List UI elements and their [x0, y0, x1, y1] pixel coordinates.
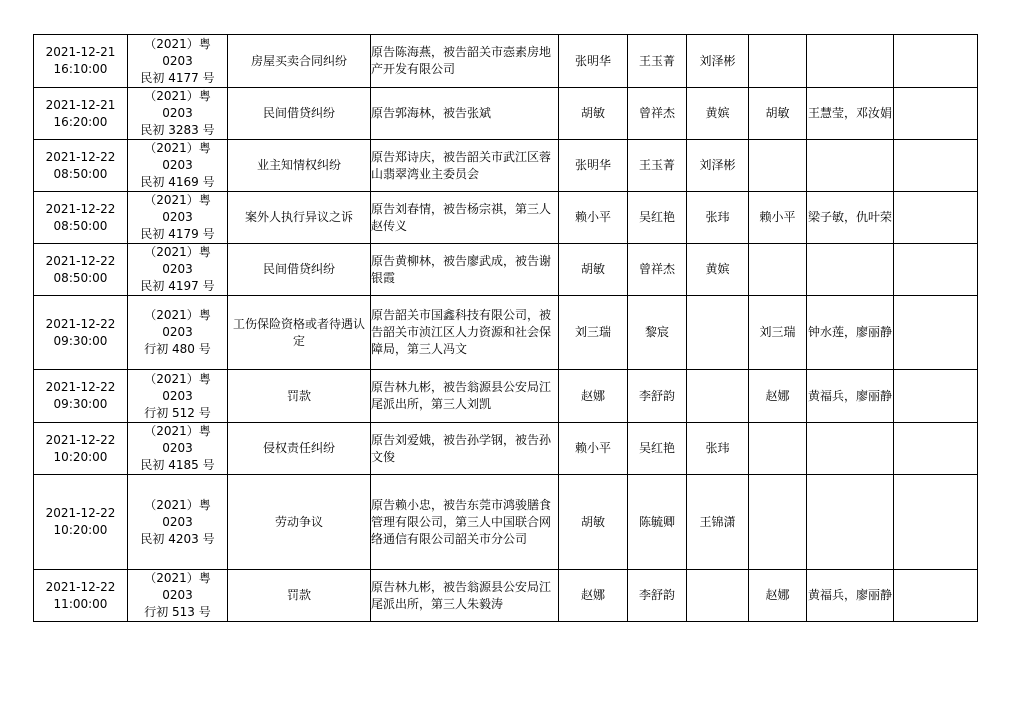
- parties: 原告赖小忠，被告东莞市鸿骏膳食管理有限公司，第三人中国联合网络通信有限公司韶关市分公司: [371, 475, 559, 570]
- empty-cell: [894, 570, 978, 622]
- case-number-line: （2021）粤 0203: [144, 89, 211, 120]
- panel-member: 李舒韵: [628, 370, 687, 423]
- empty-cell: [894, 88, 978, 140]
- case-number: [128, 570, 228, 622]
- presiding-judge: 张明华: [559, 35, 628, 88]
- parties: 原告郑诗庆，被告韶关市武江区蓉山翡翠湾业主委员会: [371, 140, 559, 192]
- case-number-line: （2021）粤 0203: [144, 497, 211, 529]
- panel-member: 李舒韵: [628, 570, 687, 622]
- table-row: [34, 244, 978, 296]
- empty-cell: [894, 192, 978, 244]
- case-number: [128, 35, 228, 88]
- case-number-line: （2021）粤 0203: [144, 36, 211, 68]
- hearing-time-line: 08:50:00: [53, 166, 108, 181]
- extra-judge: 赵娜: [749, 570, 807, 622]
- hearing-time-line: 09:30:00: [53, 333, 108, 348]
- table-row: [34, 570, 978, 622]
- panel-member: 王玉菁: [628, 140, 687, 192]
- hearing-time-line: 2021-12-22: [45, 380, 116, 394]
- case-number-line: （2021）粤 0203: [144, 193, 211, 224]
- case-number-line: 民初 4177 号: [140, 70, 215, 85]
- case-cause: 侵权责任纠纷: [228, 423, 371, 475]
- jurors: 梁子敏，仇叶荣: [807, 192, 894, 244]
- jurors: [807, 140, 894, 192]
- case-number: [128, 244, 228, 296]
- clerk: 黄嫔: [687, 88, 749, 140]
- clerk: 刘泽彬: [687, 140, 749, 192]
- hearing-time-line: 2021-12-22: [45, 432, 116, 447]
- case-cause: 民间借贷纠纷: [228, 88, 371, 140]
- presiding-judge: 赖小平: [559, 423, 628, 475]
- case-number-line: （2021）粤 0203: [144, 308, 211, 339]
- hearing-time: [34, 475, 128, 570]
- parties: 原告刘爱娥，被告孙学钢，被告孙文俊: [371, 423, 559, 475]
- table-row: [34, 192, 978, 244]
- case-number-line: （2021）粤 0203: [144, 141, 211, 172]
- clerk: 刘泽彬: [687, 35, 749, 88]
- presiding-judge: 赵娜: [559, 570, 628, 622]
- empty-cell: [894, 296, 978, 370]
- case-number-line: 民初 4197 号: [140, 279, 215, 293]
- hearing-time-line: 10:20:00: [53, 523, 108, 537]
- case-number-line: 行初 513 号: [144, 605, 211, 619]
- case-number: [128, 370, 228, 423]
- parties: 原告郭海林，被告张斌: [371, 88, 559, 140]
- hearing-time-line: 2021-12-22: [45, 579, 116, 594]
- parties: 原告刘春情，被告杨宗祺，第三人赵传义: [371, 192, 559, 244]
- jurors: [807, 244, 894, 296]
- case-number: [128, 88, 228, 140]
- empty-cell: [894, 244, 978, 296]
- extra-judge: 刘三瑞: [749, 296, 807, 370]
- table-row: [34, 88, 978, 140]
- case-number: [128, 296, 228, 370]
- presiding-judge: 胡敏: [559, 244, 628, 296]
- case-cause: 罚款: [228, 570, 371, 622]
- hearing-time: [34, 423, 128, 475]
- hearing-time-line: 2021-12-22: [45, 149, 116, 164]
- jurors: [807, 35, 894, 88]
- hearing-time-line: 08:50:00: [53, 270, 108, 285]
- empty-cell: [894, 423, 978, 475]
- case-cause: 业主知情权纠纷: [228, 140, 371, 192]
- table-body: [34, 35, 978, 622]
- hearing-time: [34, 35, 128, 88]
- hearing-time-line: 16:10:00: [53, 62, 108, 76]
- empty-cell: [894, 370, 978, 423]
- presiding-judge: 胡敏: [559, 475, 628, 570]
- extra-judge: 胡敏: [749, 88, 807, 140]
- case-number-line: 民初 4185 号: [140, 458, 215, 472]
- hearing-time: [34, 296, 128, 370]
- case-number-line: （2021）粤 0203: [144, 424, 211, 455]
- jurors: 黄福兵，廖丽静: [807, 370, 894, 423]
- jurors: [807, 475, 894, 570]
- case-cause: 民间借贷纠纷: [228, 244, 371, 296]
- panel-member: 吴红艳: [628, 423, 687, 475]
- hearing-time: [34, 370, 128, 423]
- case-number: [128, 475, 228, 570]
- parties: 原告林九彬，被告翁源县公安局江尾派出所，第三人刘凯: [371, 370, 559, 423]
- clerk: [687, 296, 749, 370]
- hearing-time-line: 10:20:00: [53, 449, 108, 464]
- clerk: 张玮: [687, 423, 749, 475]
- clerk: [687, 370, 749, 423]
- jurors: [807, 423, 894, 475]
- panel-member: 陈毓卿: [628, 475, 687, 570]
- case-cause: 劳动争议: [228, 475, 371, 570]
- jurors: 王慧莹，邓汝娟: [807, 88, 894, 140]
- case-number-line: 民初 4179 号: [140, 227, 215, 241]
- hearing-time-line: 2021-12-22: [45, 316, 116, 331]
- case-number-line: 民初 3283 号: [140, 123, 215, 137]
- parties: 原告林九彬，被告翁源县公安局江尾派出所，第三人朱毅涛: [371, 570, 559, 622]
- empty-cell: [894, 35, 978, 88]
- case-cause: 工伤保险资格或者待遇认定: [228, 296, 371, 370]
- hearing-time-line: 2021-12-21: [45, 97, 116, 112]
- presiding-judge: 胡敏: [559, 88, 628, 140]
- case-cause: 案外人执行异议之诉: [228, 192, 371, 244]
- case-number-line: （2021）粤 0203: [144, 245, 211, 276]
- jurors: 黄福兵，廖丽静: [807, 570, 894, 622]
- presiding-judge: 张明华: [559, 140, 628, 192]
- empty-cell: [894, 475, 978, 570]
- hearing-time-line: 2021-12-22: [45, 201, 116, 216]
- extra-judge: 赵娜: [749, 370, 807, 423]
- case-number: [128, 140, 228, 192]
- extra-judge: [749, 423, 807, 475]
- hearing-time: [34, 244, 128, 296]
- panel-member: 曾祥杰: [628, 244, 687, 296]
- extra-judge: [749, 35, 807, 88]
- case-number-line: 行初 512 号: [144, 405, 211, 420]
- table-row: [34, 140, 978, 192]
- case-number-line: （2021）粤 0203: [144, 371, 211, 403]
- panel-member: 王玉菁: [628, 35, 687, 88]
- table-row: [34, 35, 978, 88]
- panel-member: 黎宸: [628, 296, 687, 370]
- hearing-time: [34, 192, 128, 244]
- hearing-time-line: 11:00:00: [53, 596, 108, 611]
- case-cause: 罚款: [228, 370, 371, 423]
- presiding-judge: 赖小平: [559, 192, 628, 244]
- hearing-time-line: 09:30:00: [53, 397, 108, 411]
- case-number-line: （2021）粤 0203: [144, 571, 211, 602]
- case-number: [128, 423, 228, 475]
- case-cause: 房屋买卖合同纠纷: [228, 35, 371, 88]
- hearing-time: [34, 570, 128, 622]
- extra-judge: [749, 475, 807, 570]
- hearing-time-line: 08:50:00: [53, 218, 108, 233]
- extra-judge: [749, 244, 807, 296]
- clerk: [687, 570, 749, 622]
- hearing-time-line: 2021-12-22: [45, 253, 116, 268]
- case-number: [128, 192, 228, 244]
- jurors: 钟水莲，廖丽静: [807, 296, 894, 370]
- extra-judge: [749, 140, 807, 192]
- empty-cell: [894, 140, 978, 192]
- hearing-time-line: 2021-12-22: [45, 506, 116, 520]
- case-number-line: 民初 4203 号: [140, 531, 215, 546]
- hearing-time: [34, 88, 128, 140]
- table-row: [34, 475, 978, 570]
- presiding-judge: 赵娜: [559, 370, 628, 423]
- extra-judge: 赖小平: [749, 192, 807, 244]
- panel-member: 曾祥杰: [628, 88, 687, 140]
- clerk: 张玮: [687, 192, 749, 244]
- clerk: 黄嫔: [687, 244, 749, 296]
- table-row: [34, 370, 978, 423]
- table-row: [34, 296, 978, 370]
- parties: 原告黄柳林，被告廖武成，被告谢银霞: [371, 244, 559, 296]
- hearing-time: [34, 140, 128, 192]
- case-number-line: 民初 4169 号: [140, 175, 215, 189]
- panel-member: 吴红艳: [628, 192, 687, 244]
- parties: 原告陈海燕，被告韶关市悫素房地产开发有限公司: [371, 35, 559, 88]
- table-row: [34, 423, 978, 475]
- presiding-judge: 刘三瑞: [559, 296, 628, 370]
- parties: 原告韶关市国鑫科技有限公司，被告韶关市浈江区人力资源和社会保障局，第三人冯文: [371, 296, 559, 370]
- clerk: 王锦潇: [687, 475, 749, 570]
- case-number-line: 行初 480 号: [144, 342, 211, 356]
- hearing-schedule-table: [33, 34, 978, 622]
- hearing-time-line: 2021-12-21: [45, 45, 116, 59]
- hearing-time-line: 16:20:00: [53, 114, 108, 129]
